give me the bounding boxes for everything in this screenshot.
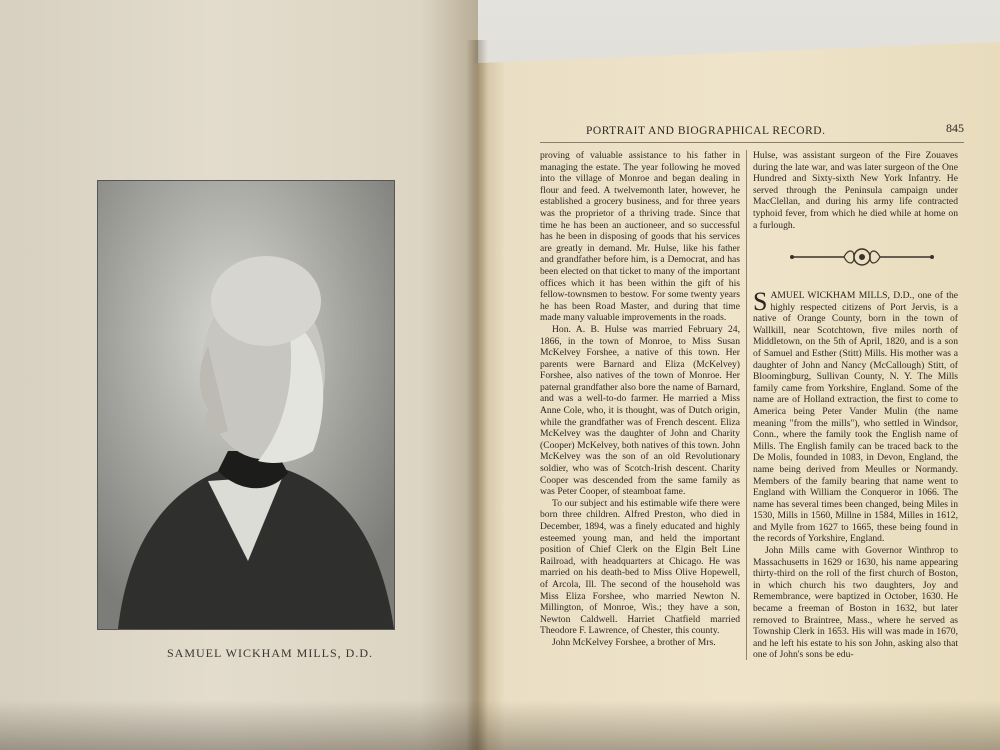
text-column-right-top [753,150,958,231]
column-divider [746,150,747,660]
text-column-right [753,287,958,661]
paragraph: To our subject and his estimable wife there were born three children. Alfred Preston, who died in December, 1894, was a finely educated and highly esteemed young man, and held the important position of Chief Clerk on the Elgin Belt Line Railroad, with headquarters at Chicago. He was married on his death-bed to Miss Olive Hopewell, of Arcola, Ill. The second of the household was Miss Eliza Forshee, who married Newton N. Millington, of Monroe, Wis.; they have a son, Newton Caldwell. Harriet Chatfield married Theodore F. Lawrence, of Chester, this county. [540,497,740,637]
portrait-engraving [98,181,394,629]
biography-opening-text: AMUEL WICKHAM MILLS, D.D., one of the highly respected citizens of Port Jervis, is a native of Orange County, born in the town of Wallkill, near Scotchtown, five miles north of Middletown, on the 5th of April, 1820, and is a son of Samuel and Esther (Stitt) Mills. His mother was a daughter of John and Nancy (McCallough) Stitt, of Bloomingburg, Sullivan County, N. Y. The Mills family came from Yorkshire, England. Some of the name are of Holland extraction, the first to come to America being Peter Vander Mulin (the name meaning "from the mills"), who settled in Windsor, Conn., where the family took the English name of Mills. The English family can be traced back to the De Molis, founded in 1083, in Devon, England, the name being derived from Meulles or Normandy. Members of the family bearing that name went to England with William the Conqueror in 1066. The name has several times been changed, being Miles in 1530, Mills in 1560, Millne in 1584, Milles in 1612, and Mylle from 1627 to 1665, these being found in the records of Yorkshire, England. [753,290,958,545]
bottom-shadow [0,700,1000,750]
biography-opening [753,287,958,545]
header-rule [540,142,964,143]
paragraph: John McKelvey Forshee, a brother of Mrs. [552,636,716,648]
book-gutter [466,40,488,750]
portrait-caption: SAMUEL WICKHAM MILLS, D.D. [167,646,373,660]
paragraph: proving of valuable assistance to his father in managing the estate. The year following he moved into the village of Monroe and began dealing in flour and feed. A twelvemonth later, however, he established a grocery business, and for three years was the proprietor of a thriving trade. Since that time he has been an auctioneer, and so successful has he been in disposing of goods that his services are greatly in demand. Mr. Hulse, like his father and grandfather before him, is a Democrat, and has been elected on that ticket to many of the important offices which it has been within the gift of his fellow-townsmen to bestow. For some twenty years he has been Road Master, and during that time made many valuable improvements in the roads. [540,150,740,324]
page-number: 845 [946,121,964,135]
ornament-divider [788,243,936,271]
paragraph: John Mills came with Governor Winthrop to Massachusetts in 1629 or 1630, his name appearing thirty-third on the roll of the first church of Boston, in which church his two daughters, Joy and Remembrance, were baptized in October, 1630. He became a freeman of Boston in 1632, but later removed to Braintree, Mass., where he served as Township Clerk in 1653. His will was made in 1670, and he left his estate to his son John, asking also that one of John's sons be edu- [753,545,958,661]
paragraph: Hulse, was assistant surgeon of the Fire Zouaves during the late war, and was later surgeon of the One Hundred and Sixty-sixth New York Infantry. He served through the Peninsula campaign under MacClellan, and during his army life contracted typhoid fever, from which he died while at home on a furlough. [753,150,958,231]
portrait-photograph [97,180,395,630]
text-column-left [540,150,740,649]
paragraph: Hon. A. B. Hulse was married February 24, 1866, in the town of Monroe, to Miss Susan McKelvey Forshee, a native of this town. Her parents were Barnard and Eliza (McKelvey) Forshee, also natives of the town of Monroe. Her paternal grandfather also bore the name of Barnard, and was a well-to-do farmer. He married a Miss Anne Cole, who, it is thought, was of Dutch origin, while the grandfather was of French descent. Eliza McKelvey was the daughter of John and Charity (Cooper) McKelvey, both natives of this town. John McKelvey was the son of an old Revolutionary soldier, who was of Scotch-Irish descent. Charity Cooper was descended from the same family as was Peter Cooper, of steamboat fame. [540,323,740,498]
running-header: PORTRAIT AND BIOGRAPHICAL RECORD. [586,125,826,137]
drop-cap: S [753,287,768,316]
